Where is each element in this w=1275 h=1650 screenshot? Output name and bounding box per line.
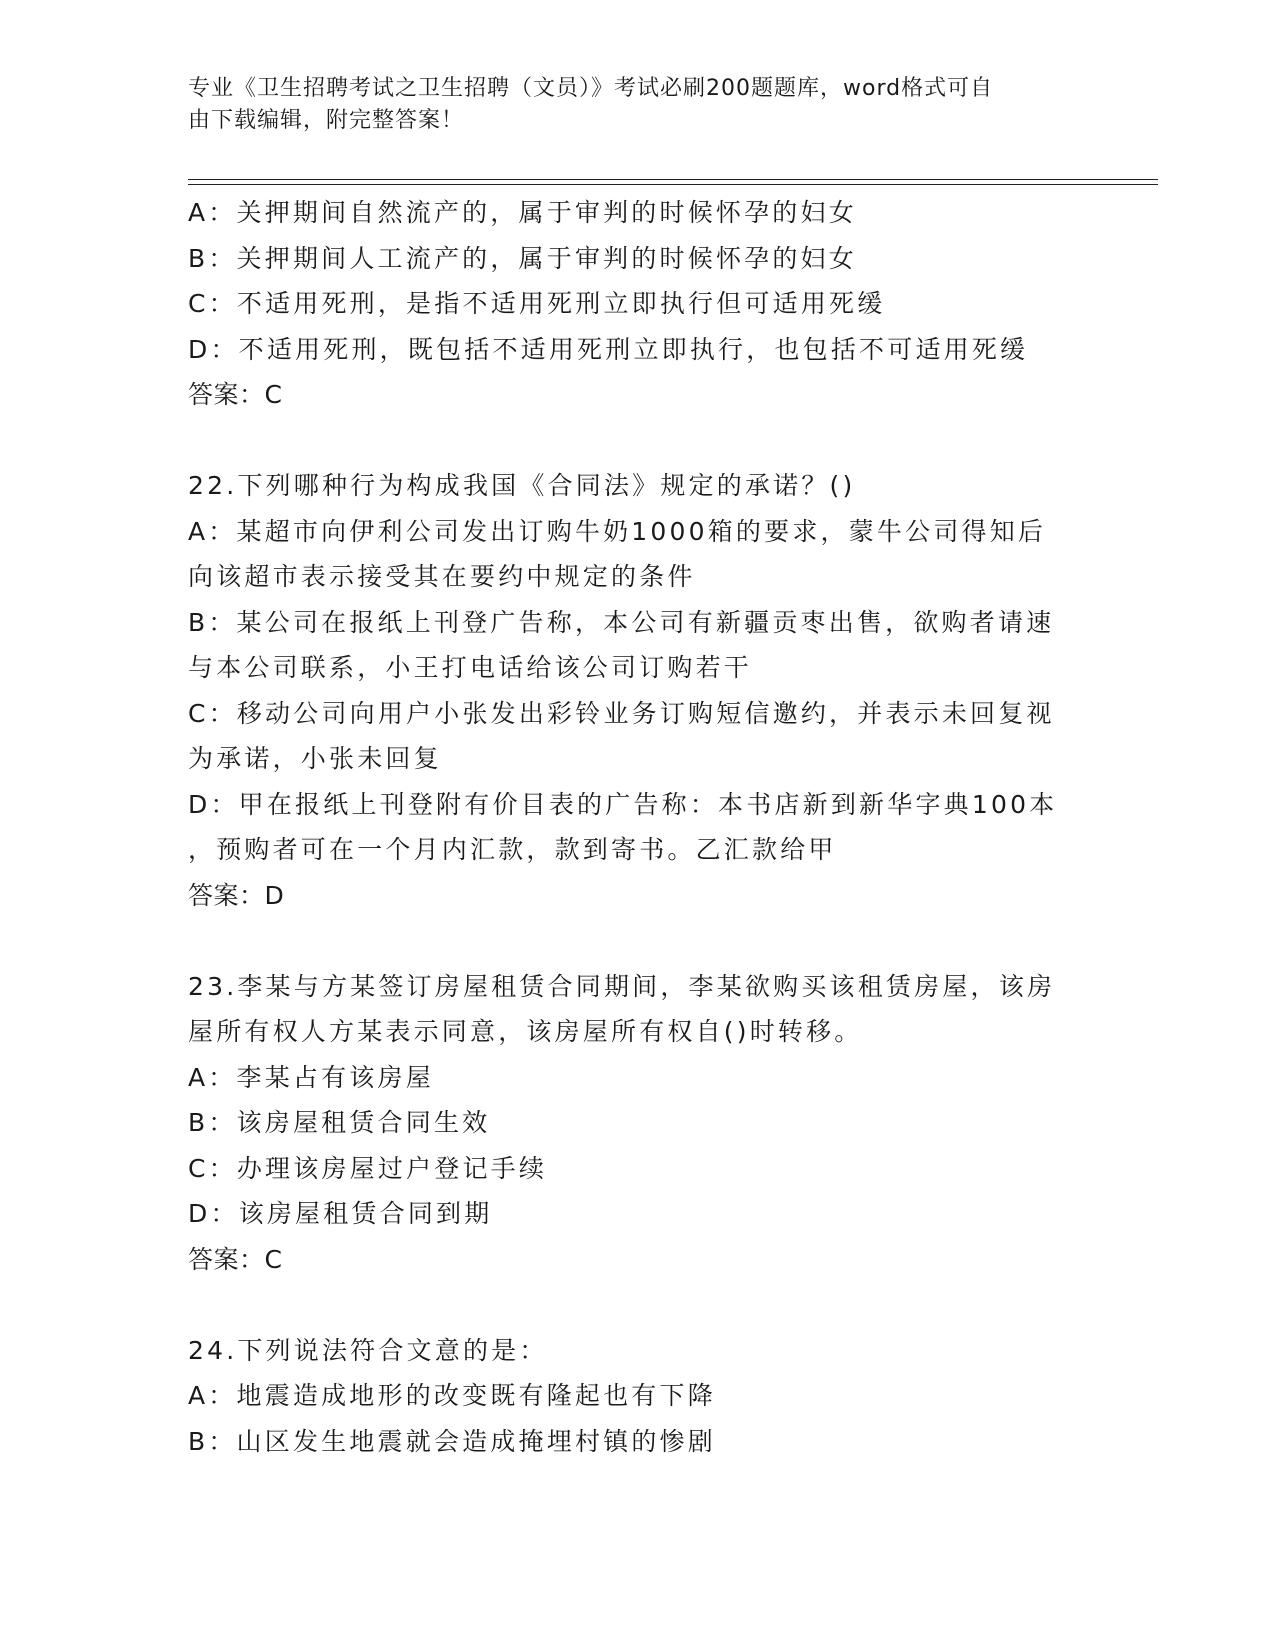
q21-option-c: C：不适用死刑，是指不适用死刑立即执行但可适用死缓 xyxy=(188,289,886,318)
q23-option-c: C：办理该房屋过户登记手续 xyxy=(188,1153,548,1183)
q23-option-b: B：该房屋租赁合同生效 xyxy=(188,1108,491,1137)
question-content xyxy=(188,190,1078,1464)
q22-stem: 22.下列哪种行为构成我国《合同法》规定的承诺？() xyxy=(188,471,856,500)
q22-option-c-line-1: C：移动公司向用户小张发出彩铃业务订购短信邀约，并表示未回复视 xyxy=(188,698,1055,728)
q24-option-a: A：地震造成地形的改变既有隆起也有下降 xyxy=(188,1381,716,1410)
q22-option-a-line-2: 向该超市表示接受其在要约中规定的条件 xyxy=(188,562,696,591)
q22-option-d-line-1: D：甲在报纸上刊登附有价目表的广告称：本书店新到新华字典100本 xyxy=(188,789,1058,819)
q23-answer: 答案：C xyxy=(188,1244,283,1274)
q23-stem-line-1: 23.李某与方某签订房屋租赁合同期间，李某欲购买该租赁房屋，该房 xyxy=(188,971,1056,1001)
header-title-line-2: 由下载编辑，附完整答案！ xyxy=(188,108,465,133)
q23-option-d: D：该房屋租赁合同到期 xyxy=(188,1199,493,1228)
q22-option-c-line-2: 为承诺，小张未回复 xyxy=(188,744,442,773)
q22-option-b-line-2: 与本公司联系，小王打电话给该公司订购若干 xyxy=(188,653,753,682)
header-rule-bottom xyxy=(188,184,1158,185)
header-title-line-1: 专业《卫生招聘考试之卫生招聘（文员）》考试必刷200题题库，word格式可自 xyxy=(188,76,994,101)
q21-answer: 答案：C xyxy=(188,380,283,409)
header-rule-top xyxy=(188,179,1158,180)
spacer xyxy=(188,918,1078,964)
q24-option-b: B：山区发生地震就会造成掩埋村镇的惨剧 xyxy=(188,1426,716,1456)
document-header xyxy=(188,73,1068,137)
q23-stem-line-2: 屋所有权人方某表示同意，该房屋所有权自()时转移。 xyxy=(188,1017,863,1046)
q23-option-a: A：李某占有该房屋 xyxy=(188,1062,434,1092)
q21-option-b: B：关押期间人工流产的，属于审判的时候怀孕的妇女 xyxy=(188,243,857,273)
spacer xyxy=(188,1282,1078,1328)
q21-option-d: D：不适用死刑，既包括不适用死刑立即执行，也包括不可适用死缓 xyxy=(188,334,1029,364)
q22-option-a-line-1: A：某超市向伊利公司发出订购牛奶1000箱的要求，蒙牛公司得知后 xyxy=(188,516,1047,546)
q22-option-d-line-2: ，预购者可在一个月内汇款，款到寄书。乙汇款给甲 xyxy=(188,835,837,864)
q21-option-a: A：关押期间自然流产的，属于审判的时候怀孕的妇女 xyxy=(188,198,857,227)
spacer xyxy=(188,418,1078,464)
q24-stem: 24.下列说法符合文意的是： xyxy=(188,1335,548,1365)
q22-option-b-line-1: B：某公司在报纸上刊登广告称，本公司有新疆贡枣出售，欲购者请速 xyxy=(188,607,1055,637)
q22-answer: 答案：D xyxy=(188,880,285,910)
